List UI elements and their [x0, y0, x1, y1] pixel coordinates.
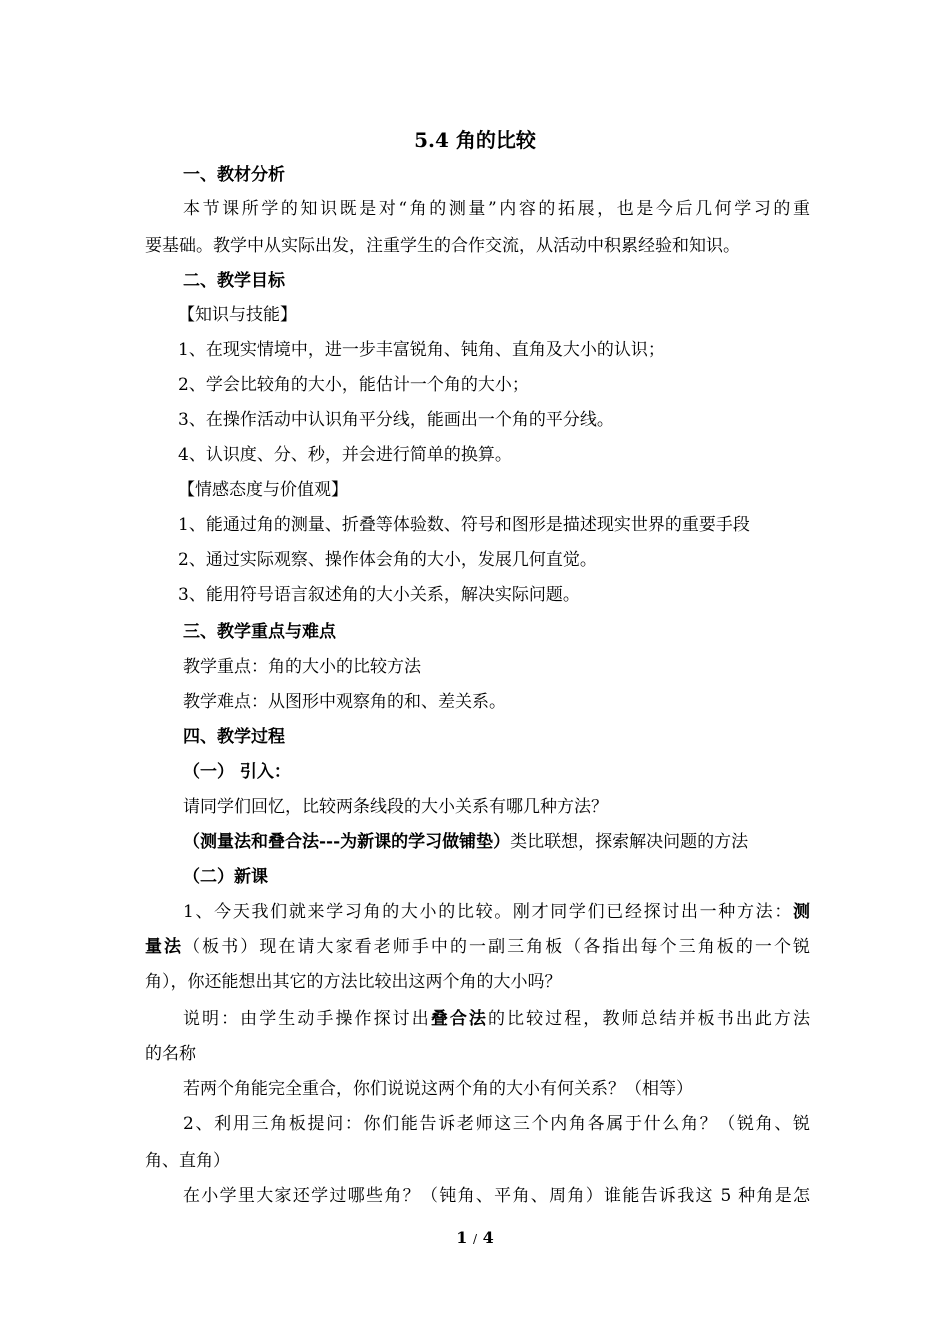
paragraph-line: 角），你还能想出其它的方法比较出这两个角的大小吗？ [145, 972, 562, 992]
section-heading-4: 四、教学过程 [183, 727, 285, 747]
subheading-knowledge: 【知识与技能】 [178, 305, 297, 325]
focus-line: 教学重点：角的大小的比较方法 [183, 657, 421, 677]
paragraph-line [183, 901, 810, 923]
paragraph-line: 请同学们回忆，比较两条线段的大小关系有哪几种方法？ [183, 797, 608, 817]
paragraph-line: 的名称 [145, 1044, 196, 1064]
list-item: 3、能用符号语言叙述角的大小关系，解决实际问题。 [178, 585, 580, 605]
section-heading-2: 二、教学目标 [183, 271, 285, 291]
total-pages: 4 [482, 1228, 494, 1247]
list-item: 1、能通过角的测量、折叠等体验数、符号和图形是描述现实世界的重要手段 [178, 515, 750, 535]
document-title: 5.4 角的比较 [414, 128, 536, 152]
difficulty-line: 教学难点：从图形中观察角的和、差关系。 [183, 692, 506, 712]
paragraph-line [145, 936, 810, 958]
part-heading-new-lesson: （二）新课 [183, 867, 268, 887]
current-page: 1 [456, 1228, 468, 1247]
section-heading-3: 三、教学重点与难点 [183, 622, 336, 642]
paragraph-line [183, 1008, 810, 1030]
text-span: （板书）现在请大家看老师手中的一副三角板（各指出每个三角板的一个锐 [183, 937, 811, 957]
text-span: 1、今天我们就来学习角的大小的比较。刚才同学们已经探讨出一种方法： [183, 902, 793, 922]
list-item: 3、在操作活动中认识角平分线，能画出一个角的平分线。 [178, 410, 614, 430]
bold-phrase: 叠合法 [430, 1009, 488, 1029]
paragraph-line: 本节课所学的知识既是对“角的测量”内容的拓展，也是今后几何学习的重 [183, 199, 810, 219]
paragraph-line [183, 831, 848, 853]
paragraph-line: 要基础。教学中从实际出发，注重学生的合作交流，从活动中积累经验和知识。 [145, 236, 740, 256]
bold-phrase: 量法 [145, 937, 184, 957]
bold-phrase: （测量法和叠合法---为新课的学习做铺垫） [183, 832, 511, 852]
text-span: 类比联想，探索解决问题的方法 [510, 832, 749, 852]
subheading-attitude: 【情感态度与价值观】 [178, 480, 348, 500]
paragraph-line: 在小学里大家还学过哪些角？（钝角、平角、周角）谁能告诉我这 5 种角是怎 [183, 1186, 810, 1206]
list-item: 2、通过实际观察、操作体会角的大小，发展几何直觉。 [178, 550, 597, 570]
list-item: 1、在现实情境中，进一步丰富锐角、钝角、直角及大小的认识； [178, 340, 665, 360]
list-item: 2、学会比较角的大小，能估计一个角的大小； [178, 375, 529, 395]
paragraph-line: 角、直角） [145, 1151, 230, 1171]
page-separator: / [472, 1232, 478, 1246]
page-number [0, 1228, 950, 1247]
part-heading-intro: （一） 引入： [183, 762, 291, 782]
section-heading-1: 一、教材分析 [183, 165, 285, 185]
paragraph-line: 若两个角能完全重合，你们说说这两个角的大小有何关系？（相等） [183, 1079, 693, 1099]
bold-phrase: 测 [793, 902, 810, 922]
text-span: 的比较过程，教师总结并板书出此方法 [488, 1009, 810, 1029]
text-span: 说明：由学生动手操作探讨出 [183, 1009, 431, 1029]
list-item: 4、认识度、分、秒，并会进行简单的换算。 [178, 445, 512, 465]
paragraph-line: 2、利用三角板提问：你们能告诉老师这三个内角各属于什么角？（锐角、锐 [183, 1114, 810, 1134]
